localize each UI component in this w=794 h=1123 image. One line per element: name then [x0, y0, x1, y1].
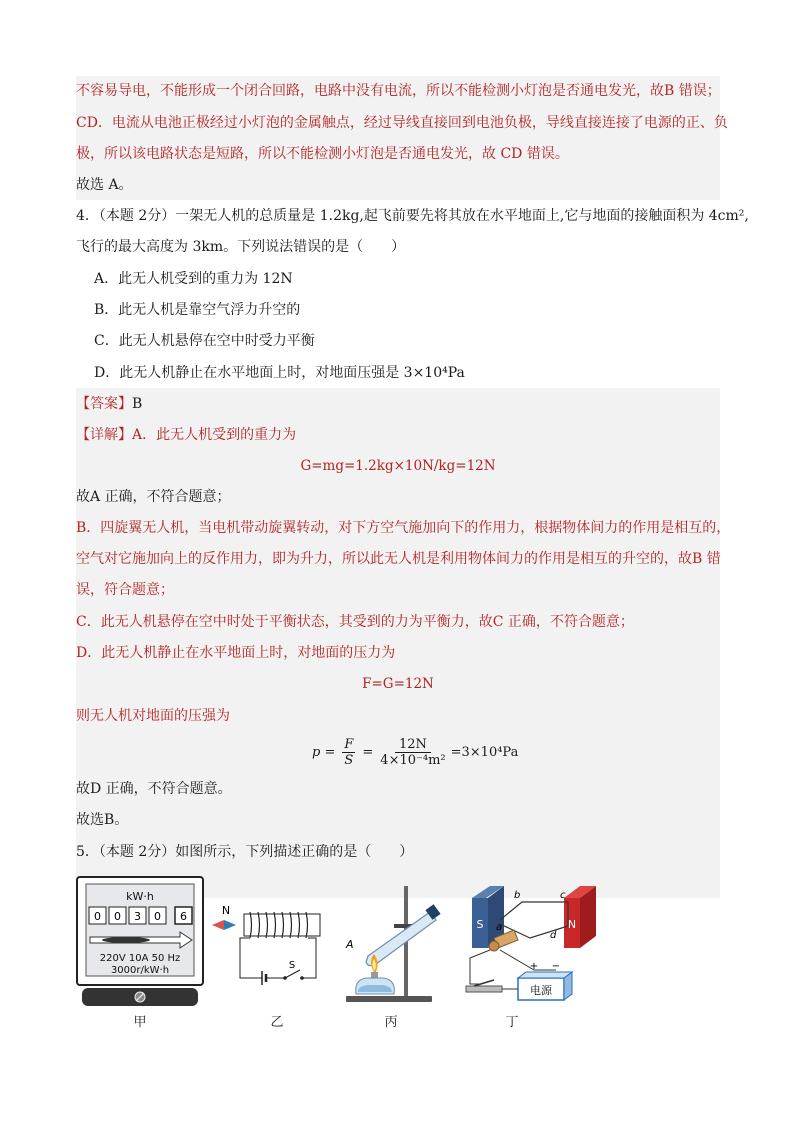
coil-figure [208, 900, 326, 990]
formula-pressure [76, 732, 720, 772]
meter-unit: kW·h [126, 890, 154, 903]
compass-pole: N [221, 904, 231, 917]
b-explanation: 空气对它施加向上的反作用力，即为升力，所以此无人机是利用物体间力的作用是相互的升空的，故B 错 [76, 551, 721, 567]
option-d: D．此无人机静止在水平地面上时，对地面压强是 3×10⁴Pa [94, 365, 465, 381]
option-b: B．此无人机是靠空气浮力升空的 [94, 302, 301, 318]
meter-digits [89, 907, 192, 924]
question-stem: 飞行的最大高度为 3km。下列说法错误的是（ ） [76, 239, 406, 255]
coil-label: d [550, 930, 557, 941]
burner-figure [338, 884, 448, 1006]
question-stem: 4．（本题 2分）一架无人机的总质量是 1.2kg,起飞前要先将其放在水平地面上,它与地面的接触面积为 4cm², [76, 208, 749, 224]
solution-line: CD．电流从电池正极经过小灯泡的金属触点，经过导线直接回到电池负极，导线直接连接了电源的正、负 [76, 115, 728, 131]
a-conclusion: 故A 正确，不符合题意； [76, 489, 231, 505]
figure-caption: 甲 [133, 1015, 147, 1030]
pole-s: S [476, 918, 484, 931]
formula-force: F=G=12N [362, 676, 434, 692]
figure-caption: 丁 [505, 1015, 519, 1030]
formula-result: =3×10⁴Pa [450, 744, 519, 760]
motor-figure [460, 880, 606, 1006]
meter-digit: 0 [94, 910, 101, 923]
test-tube-icon [366, 904, 441, 965]
b-explanation: 误，符合题意； [76, 582, 174, 598]
switch-icon [466, 980, 502, 992]
formula-gravity: G=mg=1.2kg×10N/kg=12N [300, 458, 496, 474]
compass-needle-icon [212, 920, 236, 930]
figure-caption: 丙 [384, 1015, 398, 1030]
switch-label: S [288, 960, 296, 971]
meter-digit: 6 [180, 910, 187, 923]
d-explanation: D．此无人机静止在水平地面上时，对地面的压力为 [76, 645, 396, 661]
option-c: C．此无人机悬停在空中时受力平衡 [94, 333, 315, 349]
detail-tag: 【详解】 [76, 427, 132, 443]
fraction-num: F [344, 736, 354, 752]
question-stem: 5．（本题 2分）如图所示，下列描述正确的是（ ） [76, 844, 414, 860]
terminal-minus: − [551, 961, 561, 972]
coil-label: b [514, 890, 521, 901]
detail-a: A．此无人机受到的重力为 [132, 427, 297, 443]
power-supply-icon [518, 961, 572, 1000]
coil-label: c [560, 890, 566, 901]
option-a: A．此无人机受到的重力为 12N [94, 271, 293, 287]
d-conclusion: 故D 正确，不符合题意。 [76, 781, 232, 797]
magnet-n-pole [564, 886, 596, 948]
answer-tag: 【答案】 [76, 396, 132, 412]
choice-line: 故选B。 [76, 812, 129, 828]
solution-line: 极，所以该电路状态是短路，所以不能检测小灯泡是否通电发光，故 CD 错误。 [76, 146, 569, 162]
detail-line [76, 424, 296, 446]
fraction-num: 12N [395, 737, 431, 753]
terminal-plus: + [529, 961, 539, 972]
pressure-intro: 则无人机对地面的压强为 [76, 708, 230, 724]
fraction-den: S [344, 752, 354, 768]
b-explanation: B．四旋翼无人机，当电机带动旋翼转动，对下方空气施加向下的作用力，根据物体间力的作用是相互的， [76, 520, 731, 536]
meter-spec: 3000r/kW·h [110, 965, 170, 976]
c-explanation: C．此无人机悬停在空中时处于平衡状态，其受到的力为平衡力，故C 正确，不符合题意； [76, 614, 634, 630]
meter-spec: 220V 10A 50 Hz [99, 953, 181, 964]
figure-caption: 乙 [270, 1015, 284, 1030]
pole-n: N [567, 918, 577, 931]
power-label: 电源 [530, 984, 552, 997]
meter-digit: 0 [154, 910, 161, 923]
solution-choice: 故选 A。 [76, 177, 133, 193]
formula-p: p = [312, 744, 336, 760]
meter-digit: 0 [114, 910, 121, 923]
tube-label: A [346, 938, 354, 951]
solution-line: 不容易导电，不能形成一个闭合回路，电路中没有电流，所以不能检测小灯泡是否通电发光，故B 错误； [76, 83, 721, 99]
answer-line [76, 393, 142, 415]
coil-label: a [496, 922, 503, 933]
formula-equals: = [362, 744, 374, 760]
fraction-fs [342, 737, 355, 768]
answer-value: B [132, 396, 143, 412]
fraction-den: 4×10⁻⁴m² [380, 752, 446, 768]
meter-digit: 3 [134, 910, 141, 923]
fraction-values [380, 737, 445, 768]
alcohol-lamp-icon [356, 972, 395, 994]
electric-meter-figure [76, 876, 204, 1008]
